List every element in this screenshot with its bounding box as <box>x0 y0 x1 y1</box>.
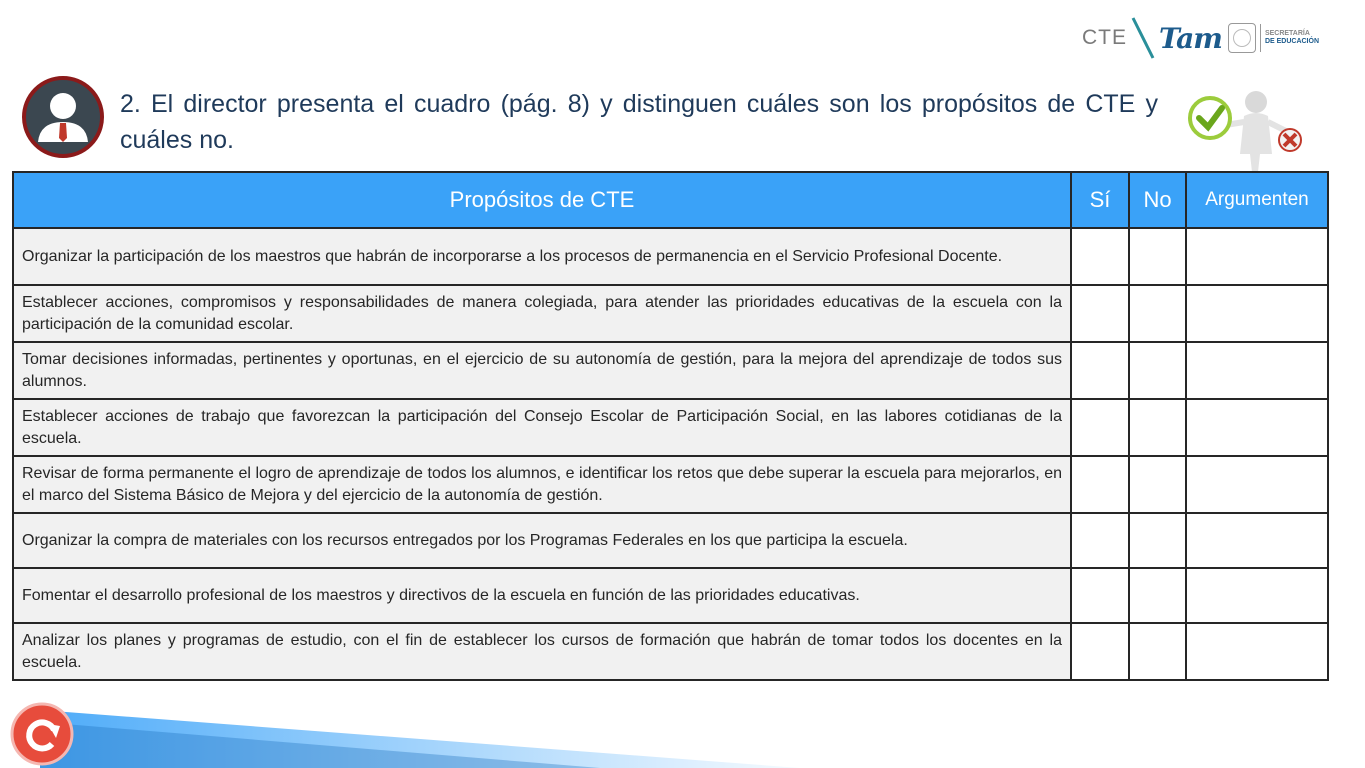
argumenten-cell[interactable] <box>1186 568 1328 623</box>
table-row <box>13 399 1328 456</box>
argumenten-cell[interactable] <box>1186 513 1328 568</box>
purpose-cell: Revisar de forma permanente el logro de aprendizaje de todos los alumnos, e identificar los retos que debe superar la escuela para mejorarlos, en el marco del Sistema Básico de Mejora y del ejercicio de la autonomía de gestión. <box>13 456 1071 513</box>
no-cell[interactable] <box>1129 399 1186 456</box>
seal-icon <box>1228 23 1256 53</box>
decorative-stripe <box>0 700 800 768</box>
brand-logo: Tam <box>1159 21 1222 55</box>
table-header-row <box>13 172 1328 228</box>
checkmark-figure-icon <box>1188 88 1308 172</box>
purpose-cell: Analizar los planes y programas de estudio, con el fin de establecer los cursos de formación que habrán de tomar todos los docentes en la escuela. <box>13 623 1071 680</box>
no-cell[interactable] <box>1129 228 1186 285</box>
header-propositos: Propósitos de CTE <box>13 172 1071 228</box>
si-cell[interactable] <box>1071 623 1129 680</box>
brand-secretaria-line1: SECRETARÍA <box>1264 30 1310 37</box>
table-row <box>13 456 1328 513</box>
header-no: No <box>1129 172 1186 228</box>
no-cell[interactable] <box>1129 285 1186 342</box>
header-argumenten: Argumenten <box>1186 172 1328 228</box>
instruction-text: 2. El director presenta el cuadro (pág. 8) y distinguen cuáles son los propósitos de CTE y cuáles no. <box>120 90 1158 154</box>
brand-secretaria-line2: DE EDUCACIÓN <box>1264 38 1319 45</box>
purpose-cell: Organizar la participación de los maestros que habrán de incorporarse a los procesos de permanencia en el Servicio Profesional Docente. <box>13 228 1071 285</box>
table-row <box>13 513 1328 568</box>
brand-cte: CTE <box>1082 26 1127 49</box>
table-row <box>13 228 1328 285</box>
si-cell[interactable] <box>1071 513 1129 568</box>
purpose-cell: Tomar decisiones informadas, pertinentes y oportunas, en el ejercicio de su autonomía de gestión, para la mejora del aprendizaje de todos sus alumnos. <box>13 342 1071 399</box>
argumenten-cell[interactable] <box>1186 399 1328 456</box>
no-cell[interactable] <box>1129 456 1186 513</box>
si-cell[interactable] <box>1071 456 1129 513</box>
si-cell[interactable] <box>1071 285 1129 342</box>
brand-header <box>1082 16 1319 60</box>
argumenten-cell[interactable] <box>1186 342 1328 399</box>
argumenten-cell[interactable] <box>1186 285 1328 342</box>
person-tie-icon <box>22 76 104 158</box>
no-cell[interactable] <box>1129 568 1186 623</box>
purposes-table <box>12 171 1329 681</box>
argumenten-cell[interactable] <box>1186 623 1328 680</box>
table-row <box>13 285 1328 342</box>
brand-divider <box>1260 24 1261 52</box>
no-cell[interactable] <box>1129 342 1186 399</box>
header-si: Sí <box>1071 172 1129 228</box>
purpose-cell: Establecer acciones de trabajo que favorezcan la participación del Consejo Escolar de Participación Social, en las labores cotidianas de la escuela. <box>13 399 1071 456</box>
brand-secretaria <box>1265 30 1319 46</box>
brand-slash-icon <box>1129 16 1157 60</box>
purpose-cell: Organizar la compra de materiales con los recursos entregados por los Programas Federales en los que participa la escuela. <box>13 513 1071 568</box>
si-cell[interactable] <box>1071 342 1129 399</box>
purpose-cell: Establecer acciones, compromisos y responsabilidades de manera colegiada, para atender las prioridades educativas de la escuela con la participación de la comunidad escolar. <box>13 285 1071 342</box>
refresh-icon[interactable] <box>4 700 76 766</box>
table-row <box>13 623 1328 680</box>
table-row <box>13 342 1328 399</box>
si-cell[interactable] <box>1071 568 1129 623</box>
purpose-cell: Fomentar el desarrollo profesional de los maestros y directivos de la escuela en función de las prioridades educativas. <box>13 568 1071 623</box>
si-cell[interactable] <box>1071 399 1129 456</box>
no-cell[interactable] <box>1129 513 1186 568</box>
si-cell[interactable] <box>1071 228 1129 285</box>
argumenten-cell[interactable] <box>1186 456 1328 513</box>
argumenten-cell[interactable] <box>1186 228 1328 285</box>
table-row <box>13 568 1328 623</box>
no-cell[interactable] <box>1129 623 1186 680</box>
